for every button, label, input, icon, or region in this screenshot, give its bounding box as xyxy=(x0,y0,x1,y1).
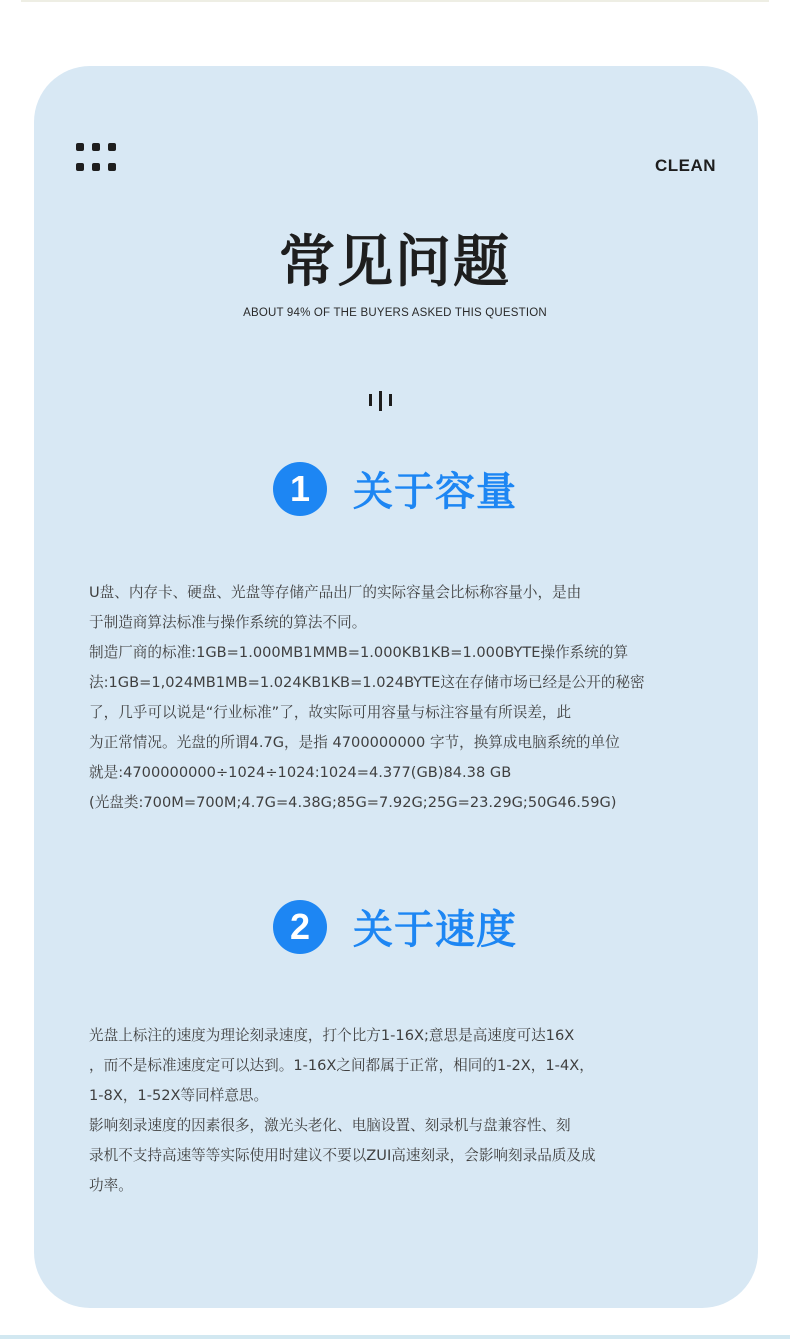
top-rule xyxy=(21,0,769,2)
section-title: 关于速度 xyxy=(353,907,517,953)
brand-label: CLEAN xyxy=(654,156,716,175)
page-title: 常见问题 xyxy=(279,230,511,295)
body-line: 了，几乎可以说是“行业标准”了，故实际可用容量与标注容量有所误差，此 xyxy=(89,704,572,721)
body-line: 录机不支持高速等等实际使用时建议不要以ZUI高速刻录，会影响刻录品质及成 xyxy=(89,1147,596,1164)
body-line: 就是:4700000000÷1024÷1024:1024=4.377(GB)84.38 GB xyxy=(89,764,512,781)
dot xyxy=(76,163,84,171)
body-line: 1-8X，1-52X等同样意思。 xyxy=(89,1087,269,1104)
dot xyxy=(92,163,100,171)
dot xyxy=(108,163,116,171)
section-number-badge: 2 xyxy=(273,900,327,954)
body-line: ，而不是标准速度定可以达到。1-16X之间都属于正常，相同的1-2X，1-4X， xyxy=(89,1057,594,1074)
section-number-badge: 1 xyxy=(273,462,327,516)
section-speed-body xyxy=(89,1021,721,1201)
six-dots-menu-icon[interactable] xyxy=(76,143,116,171)
body-line: U盘、内存卡、硬盘、光盘等存储产品出厂的实际容量会比标称容量小，是由 xyxy=(89,584,582,601)
body-line: 制造厂商的标准:1GB=1.000MB1MMB=1.000KB1KB=1.000BYTE操作系统的算 xyxy=(89,644,629,661)
body-line: 法:1GB=1,024MB1MB=1.024KB1KB=1.024BYTE这在存储市场已经是公开的秘密 xyxy=(89,674,645,691)
body-line: 光盘上标注的速度为理论刻录速度，打个比方1-16X;意思是高速度可达16X xyxy=(89,1027,575,1044)
body-line: 为正常情况。光盘的所谓4.7G，是指 4700000000 字节，换算成电脑系统的单位 xyxy=(89,734,620,751)
page-subtitle: ABOUT 94% OF THE BUYERS ASKED THIS QUESTION xyxy=(243,307,547,319)
section-speed-heading xyxy=(0,898,790,955)
divider-bars-icon xyxy=(368,391,394,413)
dot xyxy=(76,143,84,151)
dot xyxy=(108,143,116,151)
body-line: 于制造商算法标准与操作系统的算法不同。 xyxy=(89,614,367,631)
body-line: 影响刻录速度的因素很多，激光头老化、电脑设置、刻录机与盘兼容性、刻 xyxy=(89,1117,571,1134)
dot xyxy=(92,143,100,151)
body-line: 功率。 xyxy=(89,1177,133,1194)
section-capacity-body xyxy=(89,578,721,818)
body-line: (光盘类:700M=700M;4.7G=4.38G;85G=7.92G;25G=23.29G;50G46.59G) xyxy=(89,794,617,811)
section-title: 关于容量 xyxy=(353,469,517,515)
bottom-rule xyxy=(0,1335,790,1339)
section-capacity-heading xyxy=(0,460,790,517)
